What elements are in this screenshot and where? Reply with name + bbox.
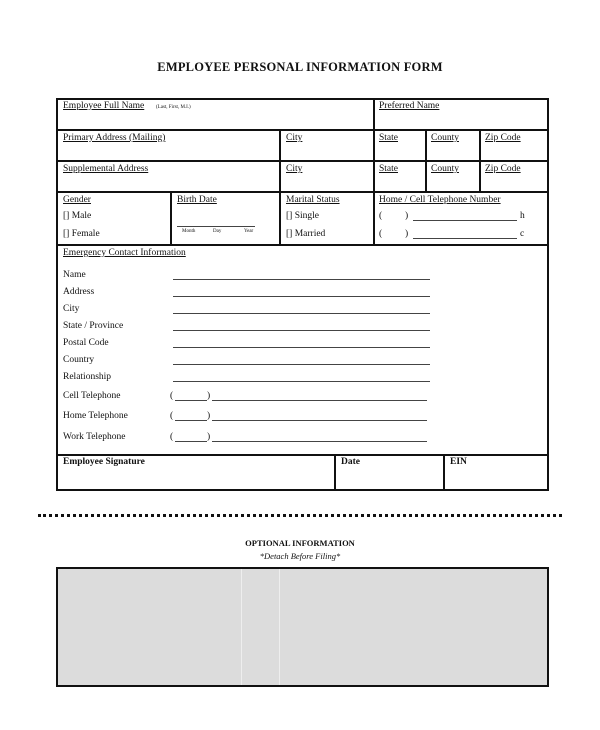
emergency-work-line[interactable] <box>212 441 427 442</box>
ein-label: EIN <box>450 457 467 467</box>
emergency-home-label: Home Telephone <box>63 411 128 421</box>
row-divider <box>56 160 549 162</box>
home-phone-paren-open: ( <box>379 211 383 221</box>
emergency-home-line[interactable] <box>212 420 427 421</box>
zip-label: Zip Code <box>485 164 521 174</box>
primary-address-label: Primary Address (Mailing) <box>63 133 166 143</box>
emergency-address-label: Address <box>63 287 95 297</box>
emergency-postal-line[interactable] <box>173 347 430 348</box>
state-label: State <box>379 164 398 174</box>
emergency-home-area-line[interactable] <box>175 420 207 421</box>
gender-male-checkbox[interactable]: [] Male <box>63 211 92 221</box>
marital-status-label: Marital Status <box>286 195 340 205</box>
home-phone-line[interactable] <box>413 220 517 221</box>
detach-line <box>38 514 562 517</box>
emergency-country-line[interactable] <box>173 364 430 365</box>
emergency-cell-line[interactable] <box>212 400 427 401</box>
emergency-name-line[interactable] <box>173 279 430 280</box>
birth-year-label: Year <box>244 229 254 234</box>
birth-month-label: Month <box>182 229 196 234</box>
col-divider <box>443 454 445 491</box>
telephone-label: Home / Cell Telephone Number <box>379 195 501 205</box>
col-divider <box>425 129 427 193</box>
gender-female-checkbox[interactable]: [] Female <box>63 229 100 239</box>
emergency-name-label: Name <box>63 270 86 280</box>
col-divider <box>279 191 281 246</box>
supplemental-address-label: Supplemental Address <box>63 164 149 174</box>
optional-col-divider <box>279 569 280 685</box>
emergency-city-line[interactable] <box>173 313 430 314</box>
emergency-address-line[interactable] <box>173 296 430 297</box>
city-label: City <box>286 164 303 174</box>
optional-title: OPTIONAL INFORMATION <box>245 538 355 548</box>
marital-single-checkbox[interactable]: [] Single <box>286 211 319 221</box>
cell-phone-paren-open: ( <box>379 229 383 239</box>
birth-day-label: Day <box>213 229 222 234</box>
form-main-box <box>56 98 549 491</box>
date-label: Date <box>341 457 360 467</box>
state-label: State <box>379 133 398 143</box>
row-divider <box>56 129 549 131</box>
signature-label: Employee Signature <box>63 457 145 467</box>
col-divider <box>279 129 281 193</box>
emergency-postal-label: Postal Code <box>63 338 109 348</box>
full-name-hint: (Last, First, M.I.) <box>156 105 191 110</box>
emergency-work-area-line[interactable] <box>175 441 207 442</box>
emergency-city-label: City <box>63 304 80 314</box>
birth-date-label: Birth Date <box>177 195 217 205</box>
emergency-work-label: Work Telephone <box>63 432 126 442</box>
city-label: City <box>286 133 303 143</box>
cell-phone-line[interactable] <box>413 238 517 239</box>
emergency-state-label: State / Province <box>63 321 124 331</box>
form-title: EMPLOYEE PERSONAL INFORMATION FORM <box>157 60 443 74</box>
full-name-label: Employee Full Name <box>63 101 145 111</box>
row-divider <box>56 454 549 456</box>
col-divider <box>373 98 375 131</box>
col-divider <box>373 191 375 246</box>
home-phone-suffix: h <box>520 211 525 221</box>
row-divider <box>56 191 549 193</box>
preferred-name-label: Preferred Name <box>379 101 440 111</box>
row-divider <box>56 244 549 246</box>
emergency-cell-area-line[interactable] <box>175 400 207 401</box>
work-paren-close: ) <box>207 432 211 442</box>
work-paren-open: ( <box>170 432 174 442</box>
col-divider <box>373 129 375 193</box>
gender-label: Gender <box>63 195 91 205</box>
col-divider <box>334 454 336 491</box>
marital-married-checkbox[interactable]: [] Married <box>286 229 326 239</box>
cell-phone-suffix: c <box>520 229 525 239</box>
emergency-state-line[interactable] <box>173 330 430 331</box>
optional-col-divider <box>241 569 242 685</box>
cell-phone-paren-close: ) <box>405 229 409 239</box>
county-label: County <box>431 164 459 174</box>
optional-info-box[interactable] <box>56 567 549 687</box>
col-divider <box>170 191 172 246</box>
cell-paren-open: ( <box>170 391 174 401</box>
emergency-relationship-label: Relationship <box>63 372 112 382</box>
emergency-country-label: Country <box>63 355 95 365</box>
emergency-heading: Emergency Contact Information <box>63 248 186 258</box>
col-divider <box>479 129 481 193</box>
emergency-cell-label: Cell Telephone <box>63 391 121 401</box>
emergency-relationship-line[interactable] <box>173 381 430 382</box>
home-phone-paren-close: ) <box>405 211 409 221</box>
optional-subtitle: *Detach Before Filing* <box>259 551 341 561</box>
home-paren-open: ( <box>170 411 174 421</box>
cell-paren-close: ) <box>207 391 211 401</box>
home-paren-close: ) <box>207 411 211 421</box>
county-label: County <box>431 133 459 143</box>
zip-label: Zip Code <box>485 133 521 143</box>
birth-date-line[interactable] <box>177 226 255 227</box>
